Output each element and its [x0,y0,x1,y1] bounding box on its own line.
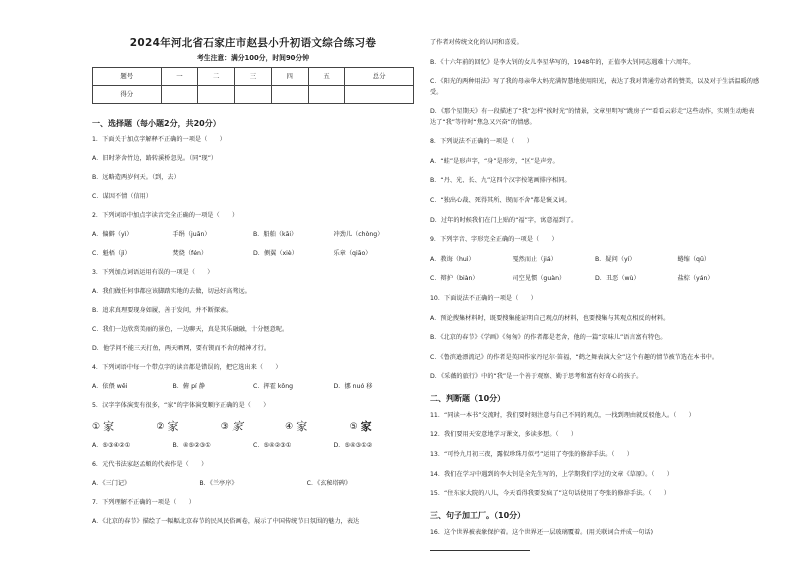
option-item: 乐章（qiāo） [333,250,372,257]
option-item: D．侧翼（xiè） [253,250,298,257]
option-row [92,479,414,489]
option-item: D．⑤④③①② [333,442,373,449]
question-stem: 2．下列词语中加点字读音完全正确的一项是（ ） [92,212,239,219]
option-item: B．《北京的春节》《学画》《匆匆》的作者都是老舍，他的一篇“京味儿”语言富有特色。 [430,334,667,342]
judgement-item: 12．我们要用天安意地学习课文，多读多想。（ ） [430,431,578,439]
score-header-cell: 二 [198,68,235,86]
question-stem: 6．元代书法家赵孟頫的代表作是（ ） [92,461,208,468]
glyph-character: 家 [103,419,115,433]
option-item: A．⑤③④②① [92,442,131,449]
glyph-character: 家 [360,419,372,433]
option-item: C．辩护（biàn） [430,275,479,283]
score-table [92,67,414,104]
glyph-item [156,419,220,433]
option-item: C．《玄秘塔碑》 [306,480,352,487]
option-item: 焚烧（fén） [172,250,208,257]
option-item: C．挥霍 kōng [253,383,294,390]
option-item: C．《鲁滨逊漂流记》的作者是英国作家丹尼尔·笛福，“鹤之舞表演大全”这个有趣的情节被节选在本书中。 [430,353,719,361]
glyph-item [285,419,349,433]
score-row-label: 得分 [93,86,162,104]
option-item: B．追求真理要现身如履，善于发问，并不断探索。 [92,307,233,314]
option-item: A．偏僻（yì） [92,231,133,238]
score-header-cell: 题号 [93,68,162,86]
glyph-item [92,419,156,433]
score-cell [198,86,235,104]
option-row [430,274,760,284]
option-item: A．《三门记》 [92,480,131,487]
option-item: C．《阳光的两种用法》写了我的母亲华大妈充满智慧地使用阳光，表达了我对普通劳动者的赞美，以及对于生活温暖的感受。 [430,78,760,96]
option-item: 蜷缩（qū） [677,255,711,263]
option-row [92,249,414,259]
option-item: B．“丹、光、长、九”这四个汉字按笔画排序相同。 [430,177,571,185]
question-stem: 8．下列说法不正确的一项是（ ） [430,138,533,146]
option-item: C．“独出心裁、死得其所、锲而不舍”都是褒义词。 [430,196,571,204]
score-cell [271,86,308,104]
left-column [92,0,414,536]
section-heading-judgement: 二、判断题（10分） [430,393,506,403]
option-item: A．“蛙”是形声字，“身”是形旁，“区”是声旁。 [430,157,559,165]
question-stem: 3．下列加点词语运用有误的一项是（ ） [92,269,214,276]
question-stem: 10．下面说法不正确的一项是（ ） [430,294,537,302]
glyph-number: ④ [285,421,294,432]
option-item: A．我们做任何事都应该脚踏实地的去做，切忌好高骛远。 [92,288,251,295]
option-item: D．他学问不能三天打鱼，两天晒网，要有锲而不舍的精神才行。 [92,345,271,352]
score-header-cell: 总分 [345,68,414,86]
question-continuation: 了作者对传统文化的认同和喜爱。 [430,39,523,46]
option-row [92,441,414,451]
glyph-number: ③ [220,421,229,432]
glyph-number: ⑤ [349,421,358,432]
option-item: 戛然而止（jiá） [512,255,557,263]
question-stem: 16．这个世界被表象保护着。这个世界还一层玻璃覆着。(用关联词合并成一句话) [430,528,654,536]
judgement-item: 14．我们在学习中遇到的李大钊是全先生写的，上学期我们学过的文章《草原》。（ ） [430,470,673,478]
glyph-character: 家 [167,419,179,433]
glyph-item [349,419,414,433]
question-stem: 5．汉字字体演变有很多，“家”的字体演变顺序正确的是（ ） [92,402,270,409]
option-item: B．④⑤②③① [172,442,211,449]
option-item: A．教诲（huì） [430,255,475,263]
section-heading-choice: 一、选择题（每小题2分，共20分） [92,119,221,128]
option-item: D．《采薇的旅行》中的“我”是一个善于观察、勤于思考和富有好奇心的孩子。 [430,373,643,381]
question-stem: 9．下列字音、字形完全正确的一项是（ ） [430,236,558,244]
score-cell [308,86,345,104]
option-item: C．谋因不情（信用） [92,193,153,200]
score-cell [161,86,198,104]
option-item: D．挪 nuó 移 [333,383,373,390]
option-item: C．⑤④②③① [253,442,292,449]
glyph-item [221,422,285,432]
judgement-item: 15．“住东家大院的八儿，今天看得我要发疯了”这句话使用了夸张的修辞手法。（ ） [430,490,671,498]
question-stem: 7．下列理解不正确的一项是（ ） [92,499,195,506]
option-item: B．疑问（yí） [595,255,636,263]
right-column [430,38,760,551]
judgement-item: 13．“可怜九月初三夜，露似珍珠月似弓”运用了夸张的修辞手法。（ ） [430,450,633,458]
score-table-score-row [93,86,414,104]
score-header-cell: 四 [271,68,308,86]
option-item: 手绢（juān） [172,231,211,238]
section-heading-sentence: 三、句子加工厂。（10分） [430,510,526,520]
page-title: 2024年河北省石家庄市赵县小升初语文综合练习卷 [129,37,377,49]
option-item: C．我们一边欣赏美丽的景色，一边聊天，真是其乐融融，十分惬意呢。 [92,326,289,333]
option-item: C．魁梧（jì） [92,250,131,257]
option-item: 司空见惯（guàn） [512,275,566,283]
option-item: B．《兰亭序》 [199,480,238,487]
option-item: A．依偎 wēi [92,383,128,390]
option-item: D．丑恶（wù） [595,275,640,283]
option-item: A．旧时茅舍竹边，路转溪桥忽见。（同“现”） [92,155,218,162]
option-row [430,255,760,265]
option-row [92,382,414,392]
option-item: B．船舶（kāi） [253,231,298,238]
answer-line[interactable] [430,550,530,551]
glyph-evolution-row [92,420,414,434]
glyph-character: 家 [296,419,308,433]
option-item: B．《十六年前的回忆》是李大钊的女儿李星华写的，1948年的，正值李大钊同志遇难十六周年。 [430,58,695,66]
option-item: B．俯 pí 静 [172,383,205,390]
option-item: B．远略造两岁何天。（到，去） [92,174,180,181]
option-item: A．《北京的春节》描绘了一幅幅北京春节的民风民俗画卷，展示了中国传统节日氛围的魅力，表达 [92,518,360,525]
question-stem: 4．下列词语中每一个带点字的读音都是错误的，把它选出来（ ） [92,364,282,371]
option-row [92,230,414,240]
option-item: A．预论搜集材料时，既要搜集能证明自己观点的材料，也要搜集与其观点相反的材料。 [430,314,670,322]
option-item: D．《那个星期天》有一段描述了“我”怎样“挨时光”的情景，文章里明写“跳房子”“看看云彩走”这些动作，实则生动地表达了“我”等待时“焦急又兴奋”的情感。 [430,108,755,126]
glyph-number: ② [156,421,165,432]
score-table-header-row [93,68,414,86]
score-cell [345,86,414,104]
glyph-character: 家 [231,420,243,433]
glyph-number: ① [92,421,101,432]
option-item: D．过年的时候我们在门上贴的“福”字，寓意福到了。 [430,216,578,224]
option-item: 冲劲儿（chòng） [333,231,384,238]
score-header-cell: 五 [308,68,345,86]
judgement-item: 11．“同读一本书”交流时，我们要时刻注意与自己不同的观点，一找到理由就反驳他人。（ ） [430,411,695,419]
score-cell [235,86,272,104]
question-stem: 1．下面关于加点字解释不正确的一项是（ ） [92,136,226,143]
score-header-cell: 三 [235,68,272,86]
score-header-cell: 一 [161,68,198,86]
option-item: 盐棕（yán） [677,275,714,283]
page-subtitle: 考生注意：满分100分，时间90分钟 [196,54,309,62]
